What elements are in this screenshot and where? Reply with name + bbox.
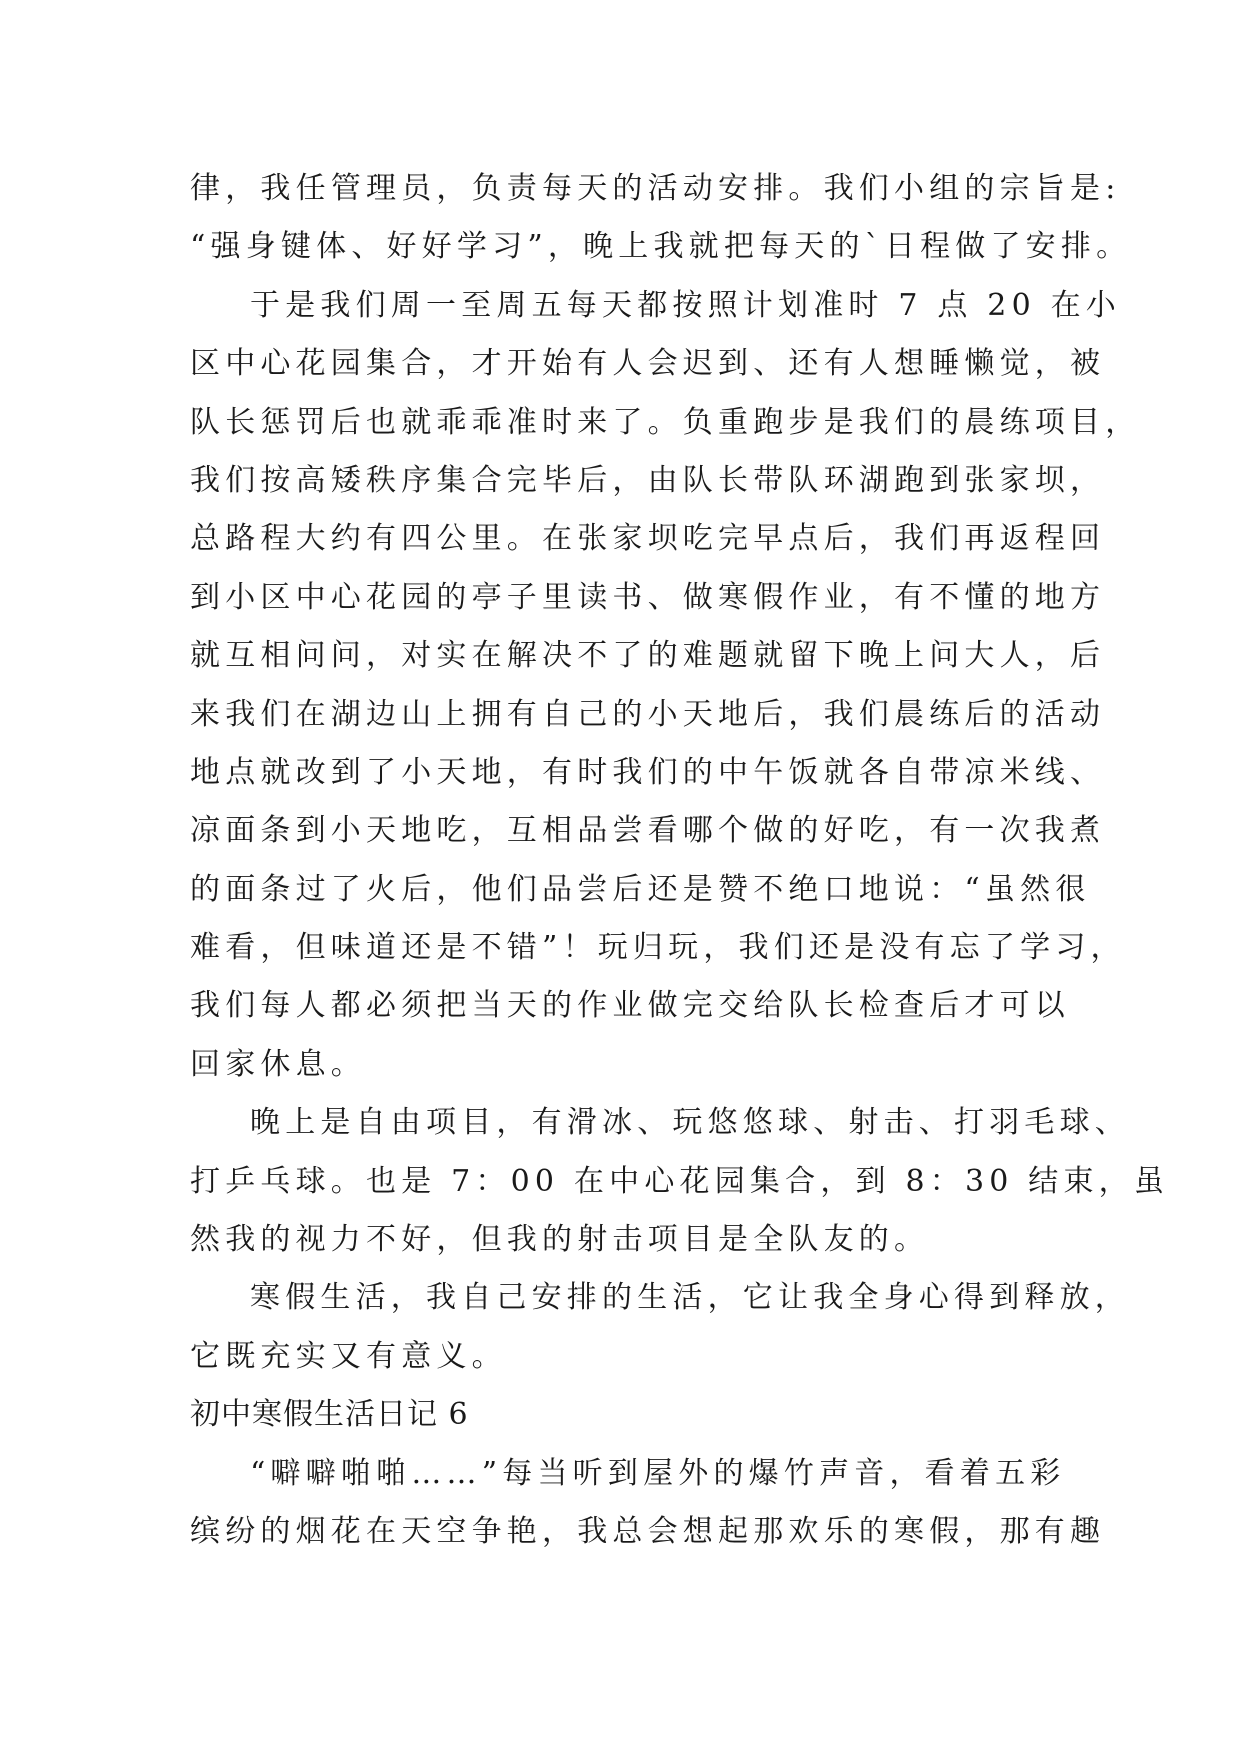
text-line: 的面条过了火后，他们品尝后还是赞不绝口地说：“虽然很	[190, 871, 1091, 907]
text-line: 打乒乓球。也是 7：00 在中心花园集合，到 8：30 结束，虽	[190, 1163, 1170, 1199]
text-line: 晚上是自由项目，有滑冰、玩悠悠球、射击、打羽毛球、	[250, 1105, 1130, 1141]
text-line: 我们按高矮秩序集合完毕后，由队长带队环湖跑到张家坝，	[190, 462, 1106, 498]
text-line: 寒假生活，我自己安排的生活，它让我全身心得到释放，	[250, 1280, 1130, 1316]
text-line: 回家休息。	[190, 1046, 366, 1082]
body-text	[190, 160, 1170, 1561]
text-line: 区中心花园集合，才开始有人会迟到、还有人想睡懒觉，被	[190, 346, 1106, 382]
text-line: 缤纷的烟花在天空争艳，我总会想起那欢乐的寒假，那有趣	[190, 1513, 1106, 1549]
section-heading: 初中寒假生活日记 6	[190, 1397, 469, 1433]
text-line: 于是我们周一至周五每天都按照计划准时 7 点 20 在小	[250, 287, 1122, 323]
text-line: “强身键体、好好学习”，晚上我就把每天的`日程做了安排。	[190, 229, 1132, 265]
text-line: 就互相问问，对实在解决不了的难题就留下晚上问大人，后	[190, 638, 1106, 674]
text-line: 律，我任管理员，负责每天的活动安排。我们小组的宗旨是:	[190, 171, 1121, 206]
text-line: 总路程大约有四公里。在张家坝吃完早点后，我们再返程回	[190, 521, 1106, 557]
text-line: 地点就改到了小天地，有时我们的中午饭就各自带凉米线、	[190, 754, 1106, 790]
text-line: 来我们在湖边山上拥有自己的小天地后，我们晨练后的活动	[190, 696, 1106, 732]
text-line: 到小区中心花园的亭子里读书、做寒假作业，有不懂的地方	[190, 579, 1106, 615]
text-line: 然我的视力不好，但我的射击项目是全队友的。	[190, 1222, 930, 1258]
text-line: 凉面条到小天地吃，互相品尝看哪个做的好吃，有一次我煮	[190, 813, 1106, 849]
text-line: 难看，但味道还是不错”！玩归玩，我们还是没有忘了学习，	[190, 930, 1126, 966]
text-line: 我们每人都必须把当天的作业做完交给队长检查后才可以	[190, 988, 1070, 1024]
text-line: 队长惩罚后也就乖乖准时来了。负重跑步是我们的晨练项目，	[190, 404, 1141, 440]
text-line: “噼噼啪啪……”每当听到屋外的爆竹声音，看着五彩	[250, 1455, 1066, 1491]
text-line: 它既充实又有意义。	[190, 1338, 507, 1374]
